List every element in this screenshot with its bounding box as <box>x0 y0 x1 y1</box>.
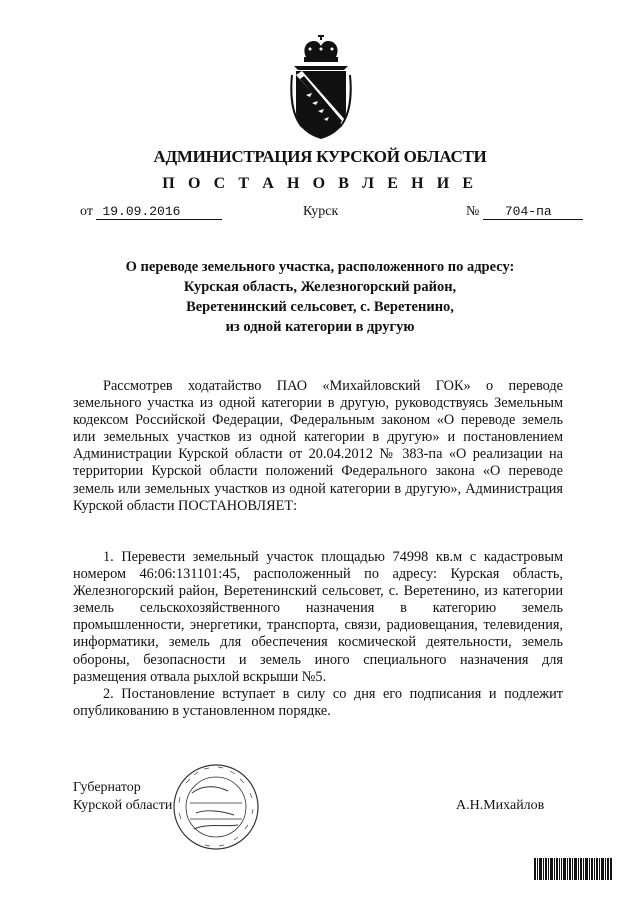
body-preamble <box>73 378 563 515</box>
document-subject <box>0 257 640 337</box>
body-items <box>73 549 563 720</box>
official-stamp <box>172 763 260 851</box>
preamble-paragraph: Рассмотрев ходатайство ПАО «Михайловский ГОК» о переводе земельного участка из одной категории в другую, руководствуясь Земельным кодексом Российской Федерации, Федеральным законом «О переводе земель или земельных участков из одной категории в другую» и постановлением Администрации Курской области от 20.04.2012 № 383-па «О реализации на территории Курской области положений Федерального закона «О переводе земель или земельных участков из одной категории в другую», Администрация Курской области ПОСТАНОВЛЯЕТ: <box>73 378 563 514</box>
document-date: 19.09.2016 <box>96 204 222 220</box>
signer-title <box>73 779 172 815</box>
date-line <box>80 204 222 220</box>
item-2-paragraph: 2. Постановление вступает в силу со дня его подписания и подлежит опубликованию в установленном порядке. <box>73 685 563 719</box>
city: Курск <box>303 204 339 219</box>
date-prefix: от <box>80 204 93 219</box>
signer-title-line: Курской области <box>73 798 173 813</box>
coat-of-arms-emblem <box>288 35 354 141</box>
subject-line: Веретенинский сельсовет, с. Веретенино, <box>186 299 454 315</box>
subject-line: из одной категории в другую <box>225 319 415 335</box>
crown-icon <box>304 35 338 62</box>
barcode-icon <box>534 858 612 880</box>
signer-title-line: Губернатор <box>73 780 141 795</box>
organization-title: АДМИНИСТРАЦИЯ КУРСКОЙ ОБЛАСТИ <box>153 147 487 166</box>
item-1-paragraph: 1. Перевести земельный участок площадью 74998 кв.м с кадастровым номером 46:06:131101:45, расположенный по адресу: Курская область, Железногорский район, Веретенинский сельсовет, с. Веретенино, из категории земель сельскохозяйственного назначения в категорию земель промышленности, энергетики, транспорта, связи, радиовещания, телевидения, информатики, земель для обеспечения космической деятельности, земель обороны, безопасности и земель иного специального назначения для размещения отвала рыхлой вскрыши №5. <box>73 549 563 685</box>
subject-line: Курская область, Железногорский район, <box>183 279 457 295</box>
subject-line: О переводе земельного участка, расположенного по адресу: <box>125 259 515 275</box>
number-prefix: № <box>466 204 480 219</box>
signer-name: А.Н.Михайлов <box>456 798 545 813</box>
number-line <box>466 204 583 220</box>
document-number: 704-па <box>483 204 583 220</box>
document-type: П О С Т А Н О В Л Е Н И Е <box>162 175 478 192</box>
